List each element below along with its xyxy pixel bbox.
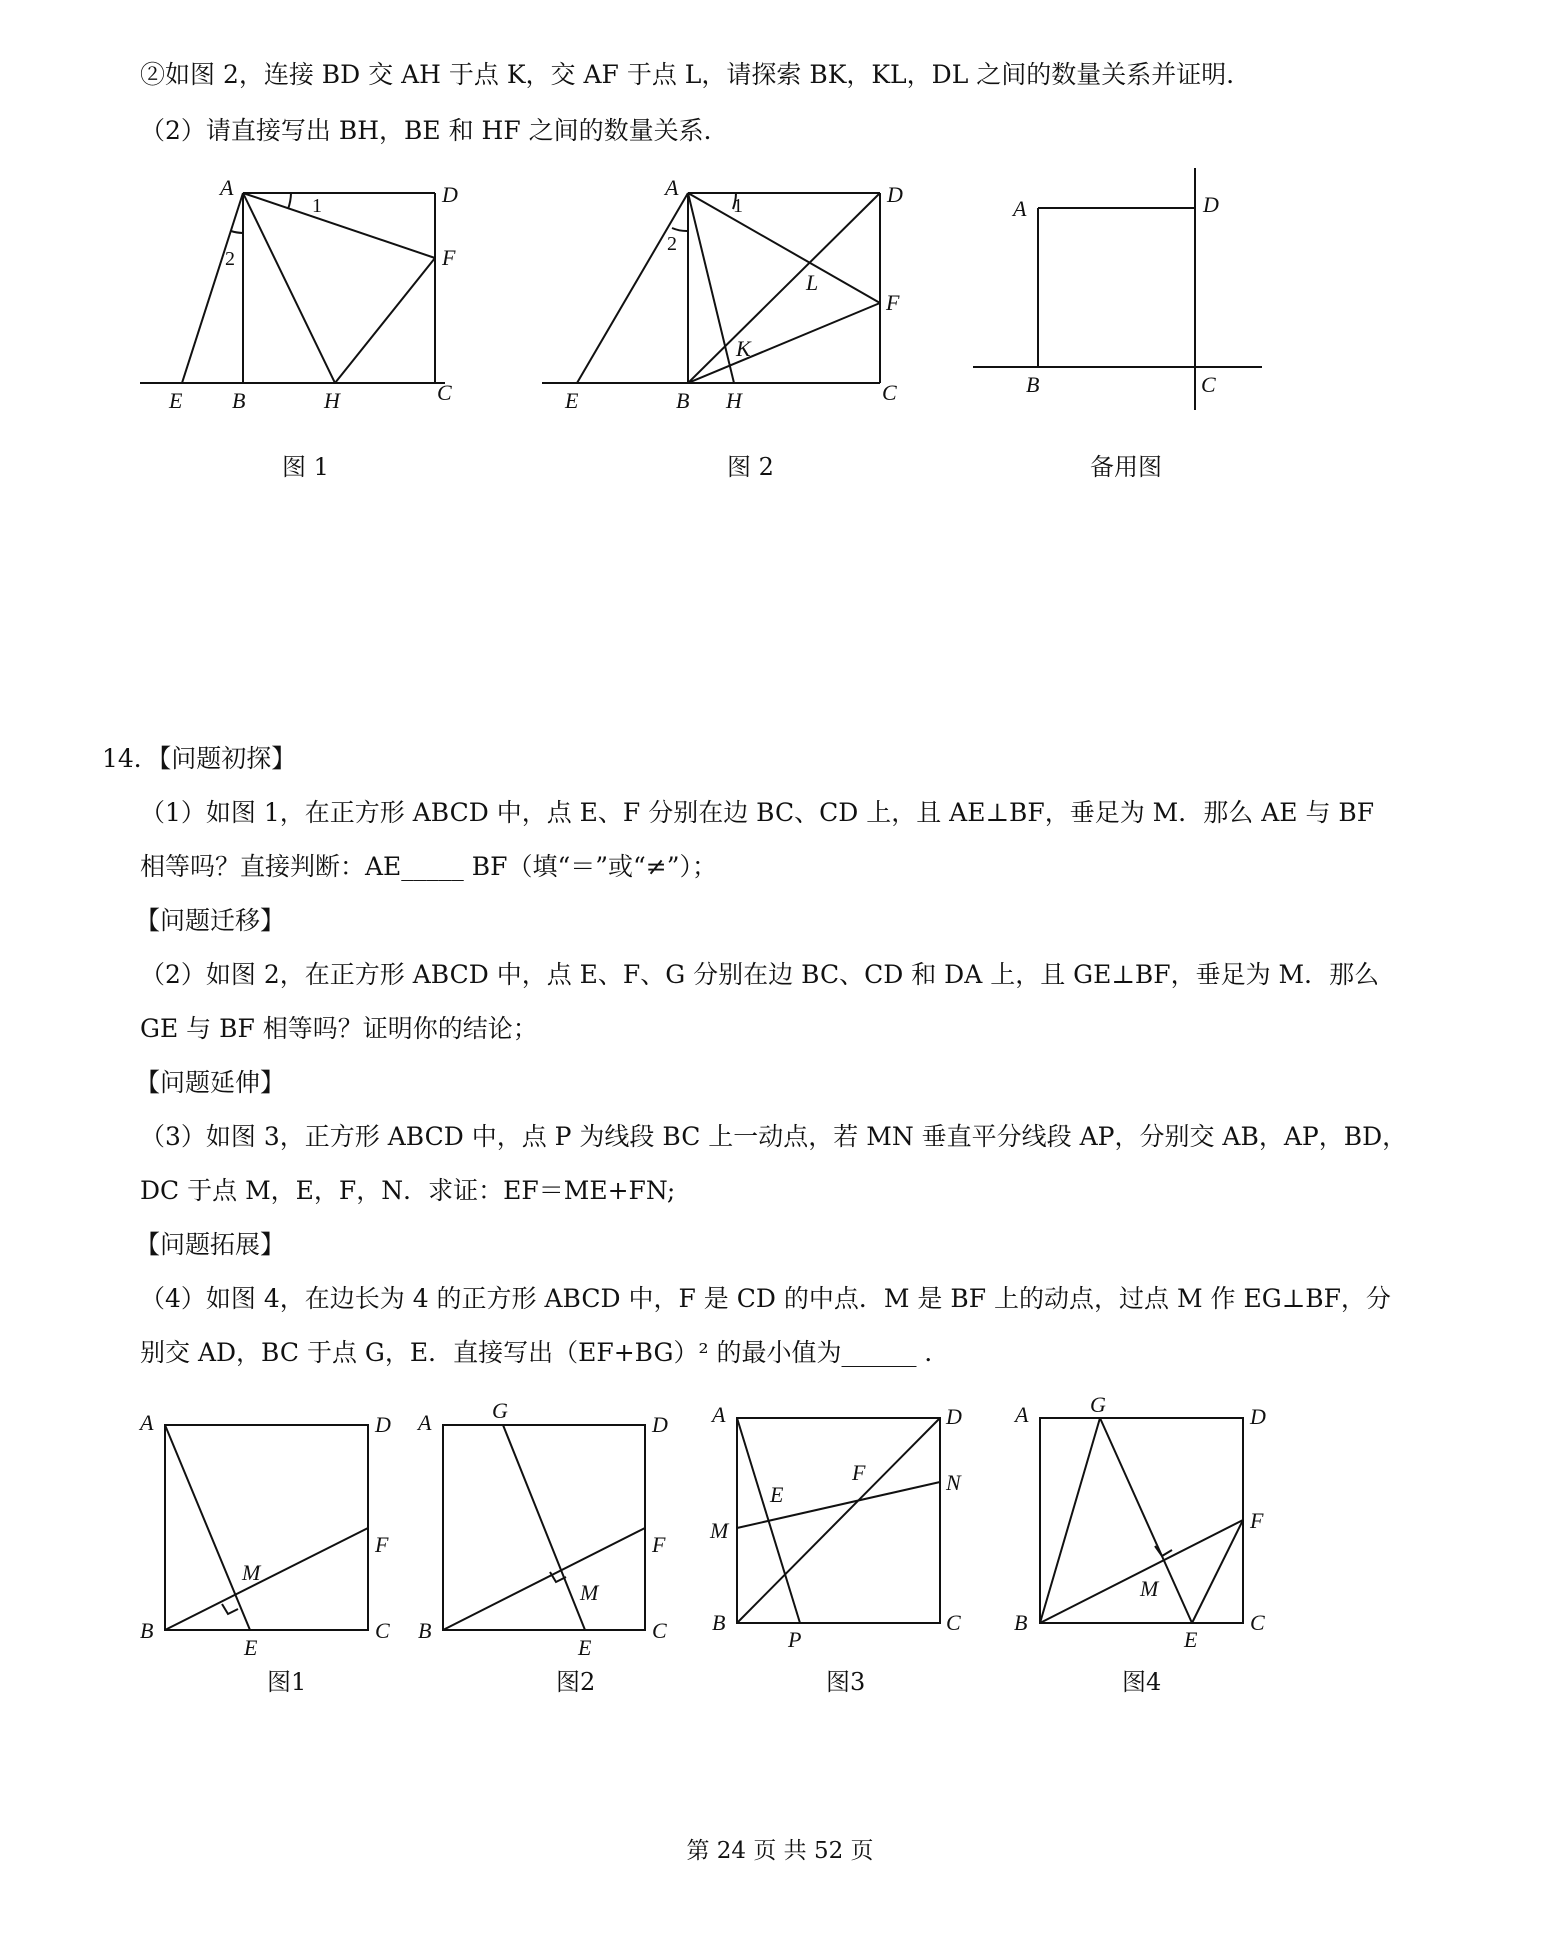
label-F: F [375,1532,389,1557]
caption-fig-4: 图4 [1122,1668,1162,1696]
segment-AE [182,193,243,383]
label-B: B [676,388,690,413]
label-C: C [375,1618,390,1643]
label-B: B [232,388,246,413]
segment-AF [243,193,435,258]
segment-BG [1040,1418,1100,1623]
label-A: A [712,1402,726,1427]
label-F: F [852,1460,866,1485]
question-part-2-subquestion: ②如图 2，连接 BD 交 AH 于点 K，交 AF 于点 L，请探索 BK，KL，DL 之间的数量关系并证明． [140,60,1252,89]
label-A: A [1013,196,1027,221]
q14-figures [0,1380,1560,1710]
label-D: D [375,1412,391,1437]
q14-heading-transfer: 【问题迁移】 [135,906,286,935]
label-A: A [418,1410,432,1435]
label-B: B [140,1618,154,1643]
label-E: E [244,1635,258,1660]
label-H: H [324,388,340,413]
question-part-2: （2）请直接写出 BH，BE 和 HF 之间的数量关系． [140,116,729,145]
q14-part3-line2: DC 于点 M，E，F，N．求证：EF＝ME+FN; [140,1176,676,1205]
label-E: E [1184,1627,1198,1652]
label-C: C [946,1610,961,1635]
angle-2-arc [231,231,243,233]
label-F: F [442,245,456,270]
q14-part2-line2: GE 与 BF 相等吗？证明你的结论； [140,1014,538,1043]
q14-part1-line1: （1）如图 1，在正方形 ABCD 中，点 E、F 分别在边 BC、CD 上，且 AE⊥BF，垂足为 M．那么 AE 与 BF [140,798,1375,827]
label-A: A [140,1410,154,1435]
segment-AE [165,1425,250,1630]
label-D: D [442,182,458,207]
label-G: G [1090,1392,1106,1417]
label-C: C [1250,1610,1265,1635]
label-H: H [726,388,742,413]
label-M: M [1140,1576,1159,1601]
segment-AF [688,193,880,303]
label-E: E [770,1482,784,1507]
caption-fig-1: 图 1 [282,453,329,481]
label-P: P [788,1627,802,1652]
label-K: K [736,336,751,361]
label-B: B [712,1610,726,1635]
label-F: F [1250,1508,1264,1533]
q14-fig-1 [138,1410,391,1696]
segment-AE [577,193,688,383]
caption-fig-2: 图2 [556,1668,596,1696]
segment-BF [165,1528,368,1630]
segment-AH [243,193,335,383]
label-C: C [882,380,897,405]
label-M: M [710,1518,729,1543]
label-angle-1: 1 [733,195,743,217]
right-angle-mark [222,1604,238,1614]
label-B: B [1014,1610,1028,1635]
segment-AH [688,193,734,383]
prev-question-figures [0,160,1560,500]
segment-BF [443,1528,645,1630]
caption-fig-1: 图1 [267,1668,307,1696]
label-B: B [1026,372,1040,397]
q14-heading-extension: 【问题延伸】 [135,1068,286,1097]
label-E: E [565,388,579,413]
prev-fig-1 [140,175,458,481]
caption-spare-fig: 备用图 [1090,453,1162,481]
label-D: D [1250,1404,1266,1429]
label-angle-1: 1 [312,195,322,217]
label-C: C [1201,372,1216,397]
label-L: L [806,270,819,295]
label-A: A [665,175,679,200]
q14-part1-line2: 相等吗？直接判断：AE_____ BF（填“＝”或“≠”）； [140,852,718,881]
page-number-footer: 第 24 页 共 52 页 [686,1838,874,1864]
q14-title: 14．【问题初探】 [102,744,297,773]
segment-HF [335,258,435,383]
segment-GE [503,1425,585,1630]
label-D: D [887,182,903,207]
prev-fig-2 [542,175,903,481]
q14-fig-2 [416,1398,668,1696]
label-A: A [220,175,234,200]
square-ABCD [165,1425,368,1630]
label-C: C [652,1618,667,1643]
q14-part4-line2: 别交 AD，BC 于点 G，E．直接写出（EF+BG）² 的最小值为______ ． [140,1338,950,1367]
label-M: M [580,1580,599,1605]
label-D: D [946,1404,962,1429]
segment-BD [688,193,880,383]
q14-part3-line1: （3）如图 3，正方形 ABCD 中，点 P 为线段 BC 上一动点，若 MN 垂直平分线段 AP，分别交 AB，AP，BD， [140,1122,1408,1151]
label-N: N [946,1470,961,1495]
angle-2-arc [672,228,688,231]
prev-fig-spare [973,168,1262,481]
label-D: D [652,1412,668,1437]
label-A: A [1015,1402,1029,1427]
label-angle-2: 2 [667,233,677,255]
label-F: F [652,1532,666,1557]
label-E: E [169,388,183,413]
label-D: D [1203,192,1219,217]
segment-BF [1040,1520,1243,1623]
label-F: F [886,290,900,315]
q14-heading-expansion: 【问题拓展】 [135,1230,286,1259]
segment-EF [1192,1520,1243,1623]
q14-fig-4 [1013,1392,1266,1696]
q14-fig-3 [709,1402,962,1696]
angle-1-arc [288,193,291,209]
caption-fig-2: 图 2 [727,453,774,481]
label-G: G [492,1398,508,1423]
label-angle-2: 2 [225,248,235,270]
label-E: E [578,1635,592,1660]
label-M: M [242,1560,261,1585]
label-C: C [437,380,452,405]
q14-part4-line1: （4）如图 4，在边长为 4 的正方形 ABCD 中，F 是 CD 的中点．M 是 BF 上的动点，过点 M 作 EG⊥BF，分 [140,1284,1391,1313]
label-B: B [418,1618,432,1643]
q14-part2-line1: （2）如图 2，在正方形 ABCD 中，点 E、F、G 分别在边 BC、CD 和 DA 上，且 GE⊥BF，垂足为 M．那么 [140,960,1380,989]
caption-fig-3: 图3 [826,1668,866,1696]
